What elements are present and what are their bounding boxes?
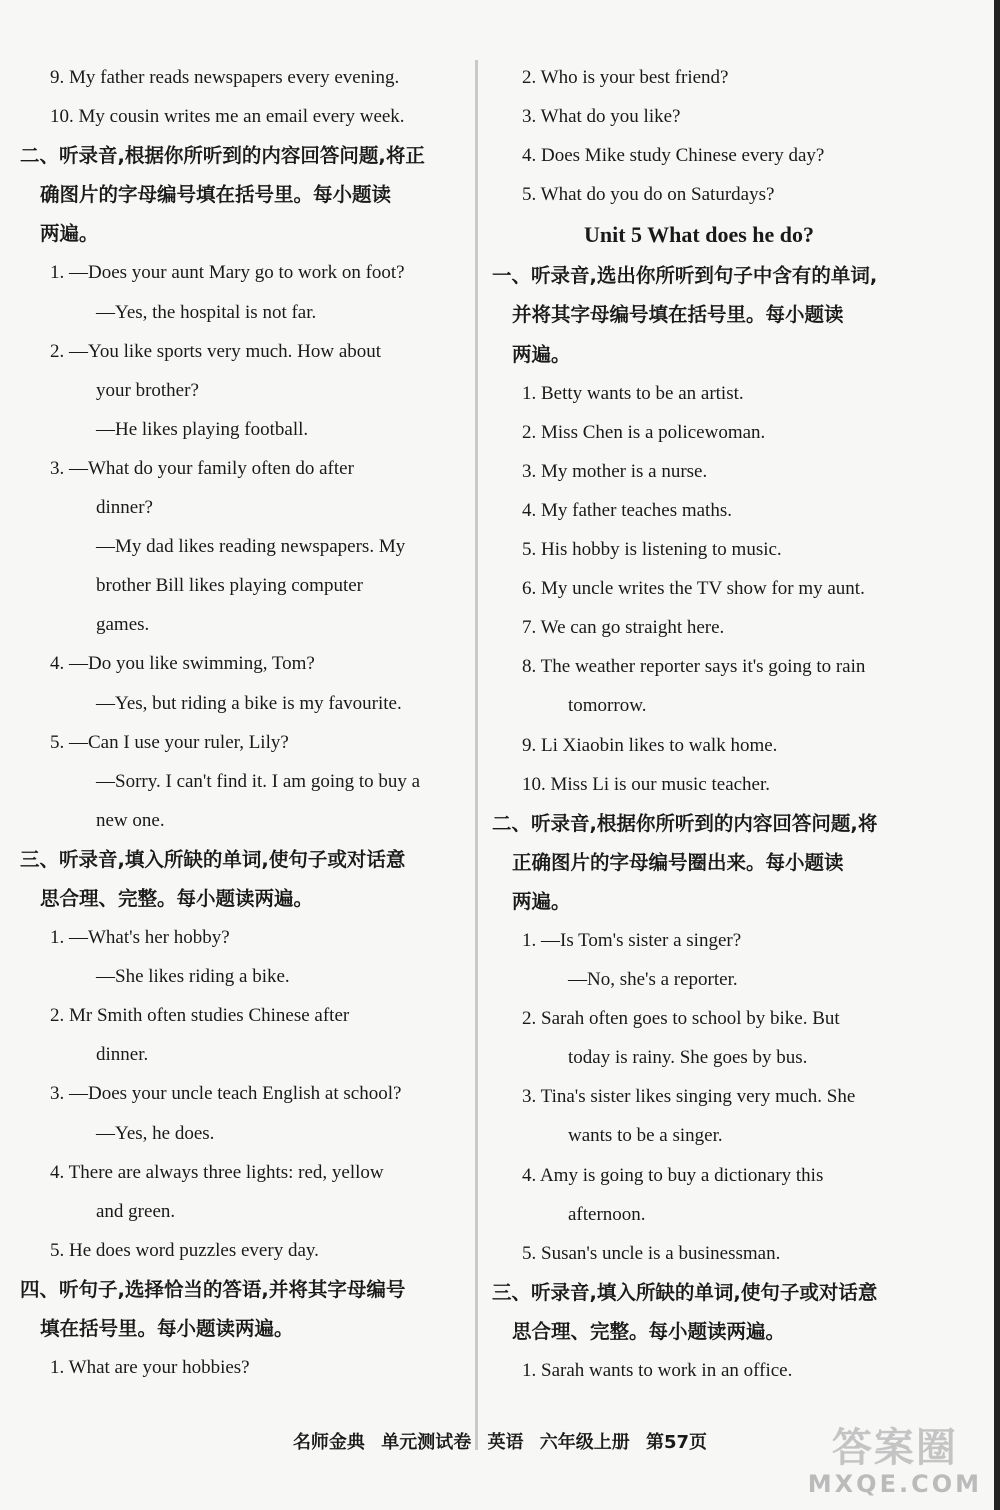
question-line: —Yes, but riding a bike is my favourite. [96, 692, 402, 714]
question-line: wants to be a singer. [568, 1125, 723, 1147]
section-heading-cont: 思合理、完整。每小题读两遍。 [512, 1319, 786, 1343]
question-line: 9. My father reads newspapers every evening. [50, 67, 400, 88]
question-line: 7. We can go straight here. [522, 617, 725, 639]
right-section-1 [492, 256, 906, 803]
question-line: 3. —What do your family often do after [50, 457, 354, 479]
question-line: —Sorry. I can't find it. I am going to buy a [96, 770, 421, 792]
question-line: dinner? [96, 497, 153, 519]
question-line: —Yes, the hospital is not far. [96, 301, 317, 323]
question-line: 1. —Is Tom's sister a singer? [522, 929, 742, 951]
right-top-items [492, 58, 906, 214]
section-heading-cont: 正确图片的字母编号圈出来。每小题读 [512, 850, 844, 874]
question-line: 3. My mother is a nurse. [522, 460, 708, 482]
section-heading: 二、听录音,根据你所听到的内容回答问题,将 [492, 811, 878, 835]
section-heading: 三、听录音,填入所缺的单词,使句子或对话意 [20, 847, 406, 871]
question-line: —My dad likes reading newspapers. My [96, 536, 406, 558]
column-divider [475, 60, 478, 1450]
section-heading-cont: 两遍。 [512, 342, 571, 366]
question-line: 2. Mr Smith often studies Chinese after [50, 1005, 350, 1027]
section-heading: 二、听录音,根据你所听到的内容回答问题,将正 [20, 144, 425, 168]
unit-title: Unit 5 What does he do? [583, 222, 815, 248]
question-line: 3. —Does your uncle teach English at school? [50, 1083, 402, 1105]
question-line: —He likes playing football. [96, 418, 309, 440]
question-line: 10. Miss Li is our music teacher. [522, 773, 771, 795]
question-line: afternoon. [568, 1203, 646, 1225]
section-heading-cont: 两遍。 [512, 889, 571, 913]
question-line: —No, she's a reporter. [568, 969, 738, 991]
question-line: today is rainy. She goes by bus. [568, 1047, 808, 1069]
question-line: —She likes riding a bike. [96, 966, 290, 988]
left-column [20, 58, 460, 1387]
question-line: 5. His hobby is listening to music. [522, 539, 782, 561]
watermark-logo: 答案圈 [831, 1425, 958, 1471]
question-line: 1. What are your hobbies? [50, 1357, 250, 1379]
question-line: 5. What do you do on Saturdays? [522, 184, 775, 206]
left-top-items [20, 58, 460, 136]
question-line: 5. —Can I use your ruler, Lily? [50, 731, 289, 753]
right-column [492, 58, 906, 1390]
question-line: brother Bill likes playing computer [96, 575, 364, 597]
section-heading: 三、听录音,填入所缺的单词,使句子或对话意 [492, 1280, 878, 1304]
question-line: 2. Who is your best friend? [522, 67, 729, 88]
section-heading-cont: 确图片的字母编号填在括号里。每小题读 [40, 183, 392, 207]
question-line: 1. Sarah wants to work in an office. [522, 1360, 793, 1381]
question-line: 4. —Do you like swimming, Tom? [50, 653, 315, 675]
question-line: dinner. [96, 1044, 149, 1066]
question-line: 4. My father teaches maths. [522, 499, 732, 521]
section-heading-cont: 两遍。 [40, 222, 99, 246]
section-heading-cont: 思合理、完整。每小题读两遍。 [40, 886, 314, 910]
page-edge [994, 0, 1000, 1510]
section-heading-cont: 并将其字母编号填在括号里。每小题读 [512, 303, 844, 327]
question-line: tomorrow. [568, 695, 647, 717]
question-line: new one. [96, 809, 165, 831]
section-heading-cont: 填在括号里。每小题读两遍。 [40, 1317, 294, 1340]
question-line: 8. The weather reporter says it's going to rain [522, 656, 866, 678]
question-line: 5. Susan's uncle is a businessman. [522, 1242, 781, 1264]
watermark-url: MXQE.COM [807, 1470, 982, 1498]
question-line: your brother? [96, 379, 199, 401]
question-line: 4. Amy is going to buy a dictionary this [522, 1164, 824, 1186]
question-line: and green. [96, 1200, 176, 1222]
question-line: 6. My uncle writes the TV show for my aunt. [522, 578, 865, 600]
question-line: 2. —You like sports very much. How about [50, 340, 382, 362]
question-line: 5. He does word puzzles every day. [50, 1239, 319, 1261]
right-section-2 [492, 804, 906, 1273]
section-heading: 四、听句子,选择恰当的答语,并将其字母编号 [20, 1277, 406, 1301]
section-heading: 一、听录音,选出你所听到句子中含有的单词, [492, 264, 878, 288]
question-line: 4. There are always three lights: red, yellow [50, 1161, 384, 1183]
question-line: 1. —What's her hobby? [50, 927, 230, 949]
question-line: 1. Betty wants to be an artist. [522, 382, 744, 404]
question-line: 10. My cousin writes me an email every week. [50, 106, 405, 128]
question-line: —Yes, he does. [96, 1122, 215, 1144]
question-line: 9. Li Xiaobin likes to walk home. [522, 734, 778, 756]
question-line: 4. Does Mike study Chinese every day? [522, 145, 825, 167]
left-section-2 [20, 136, 460, 840]
question-line: games. [96, 614, 150, 636]
left-section-4 [20, 1270, 460, 1387]
question-line: 2. Sarah often goes to school by bike. But [522, 1008, 840, 1030]
question-line: 2. Miss Chen is a policewoman. [522, 421, 766, 443]
question-line: 3. What do you like? [522, 106, 681, 128]
left-section-3 [20, 840, 460, 1270]
watermark [808, 1426, 982, 1498]
question-line: 1. —Does your aunt Mary go to work on foot? [50, 262, 405, 284]
right-section-3 [492, 1273, 906, 1390]
question-line: 3. Tina's sister likes singing very much. She [522, 1086, 856, 1108]
page-footer: 名师金典 单元测试卷 英语 六年级上册 第57页 [292, 1432, 708, 1453]
